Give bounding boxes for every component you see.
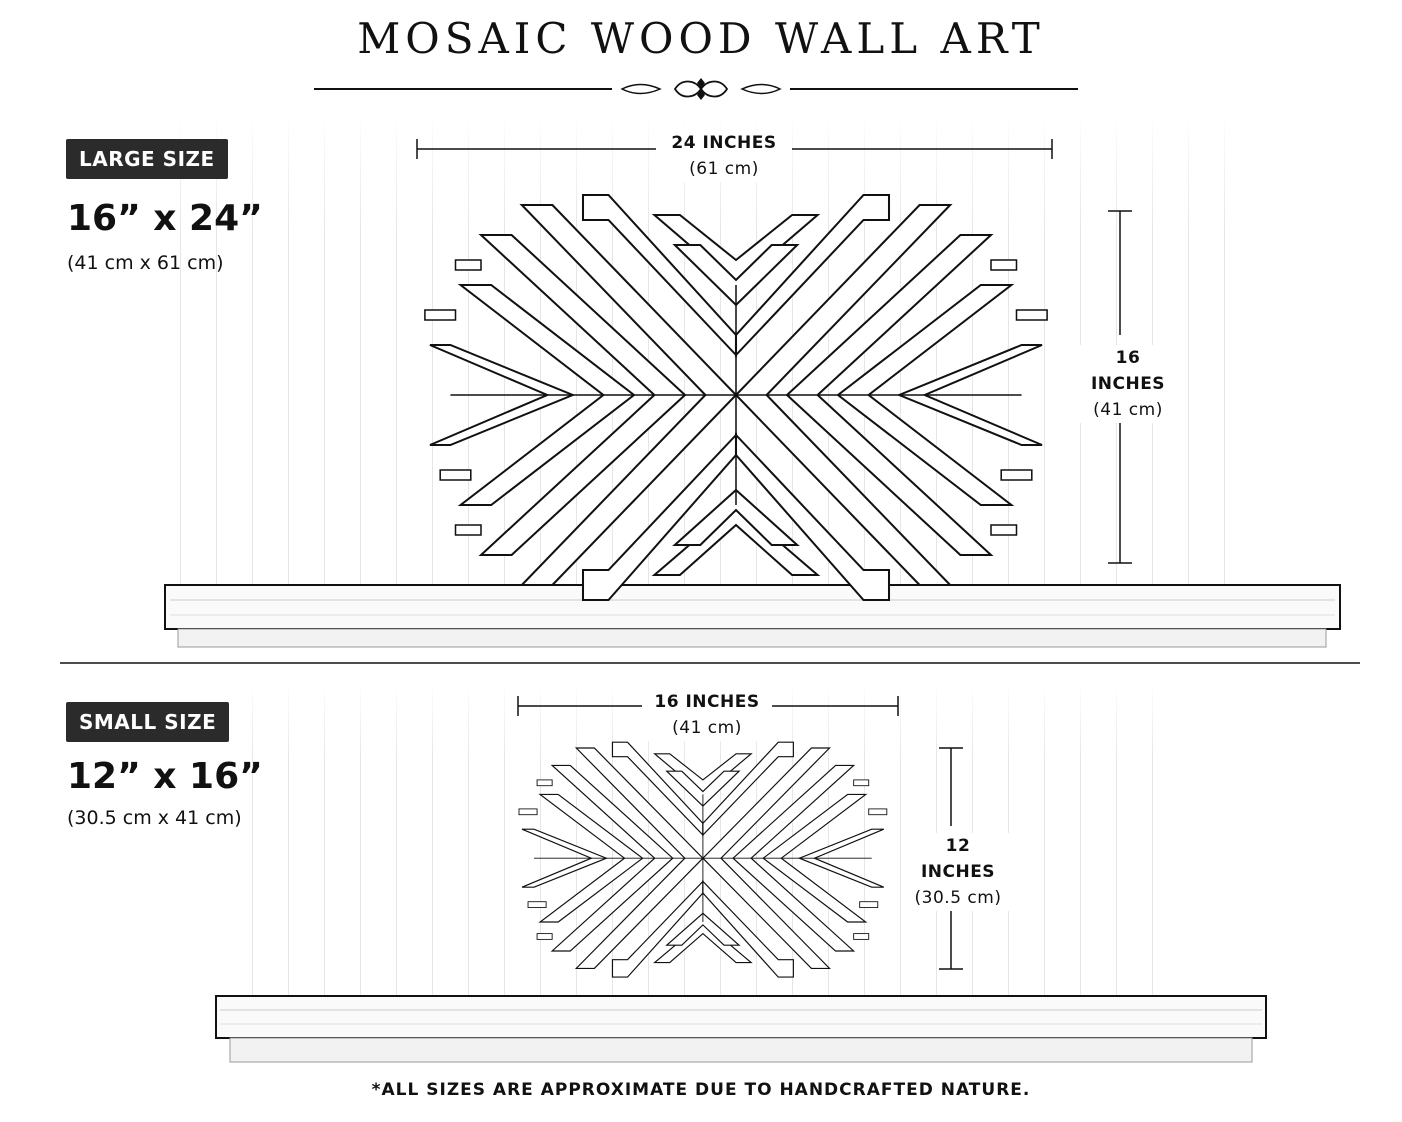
small-size-metric: (30.5 cm x 41 cm): [67, 807, 242, 829]
small-height-metric: (30.5 cm): [914, 888, 1002, 908]
large-width-label: [656, 130, 792, 182]
small-size-badge: SMALL SIZE: [66, 702, 229, 742]
small-height-label: [903, 833, 1013, 911]
large-height-label: [1070, 345, 1186, 423]
small-shelf: [216, 996, 1266, 1062]
small-height-inches: 12 INCHES: [920, 836, 996, 882]
small-size-inches: 12” x 16”: [67, 756, 263, 797]
small-width-metric: (41 cm): [672, 718, 742, 738]
large-height-metric: (41 cm): [1093, 400, 1163, 420]
large-size-inches: 16” x 24”: [67, 198, 263, 239]
large-width-metric: (61 cm): [689, 159, 759, 179]
small-width-label: [642, 689, 772, 741]
large-size-metric: (41 cm x 61 cm): [67, 252, 224, 274]
large-width-inches: 24 INCHES: [671, 133, 777, 153]
footnote: *ALL SIZES ARE APPROXIMATE DUE TO HANDCRAFTED NATURE.: [371, 1080, 1031, 1100]
large-height-inches: 16 INCHES: [1090, 348, 1166, 394]
ornament-divider-icon: [314, 78, 1078, 100]
large-shelf: [165, 585, 1340, 647]
large-size-badge: LARGE SIZE: [66, 139, 228, 179]
small-width-inches: 16 INCHES: [654, 692, 760, 712]
page-title: MOSAIC WOOD WALL ART: [357, 14, 1045, 63]
